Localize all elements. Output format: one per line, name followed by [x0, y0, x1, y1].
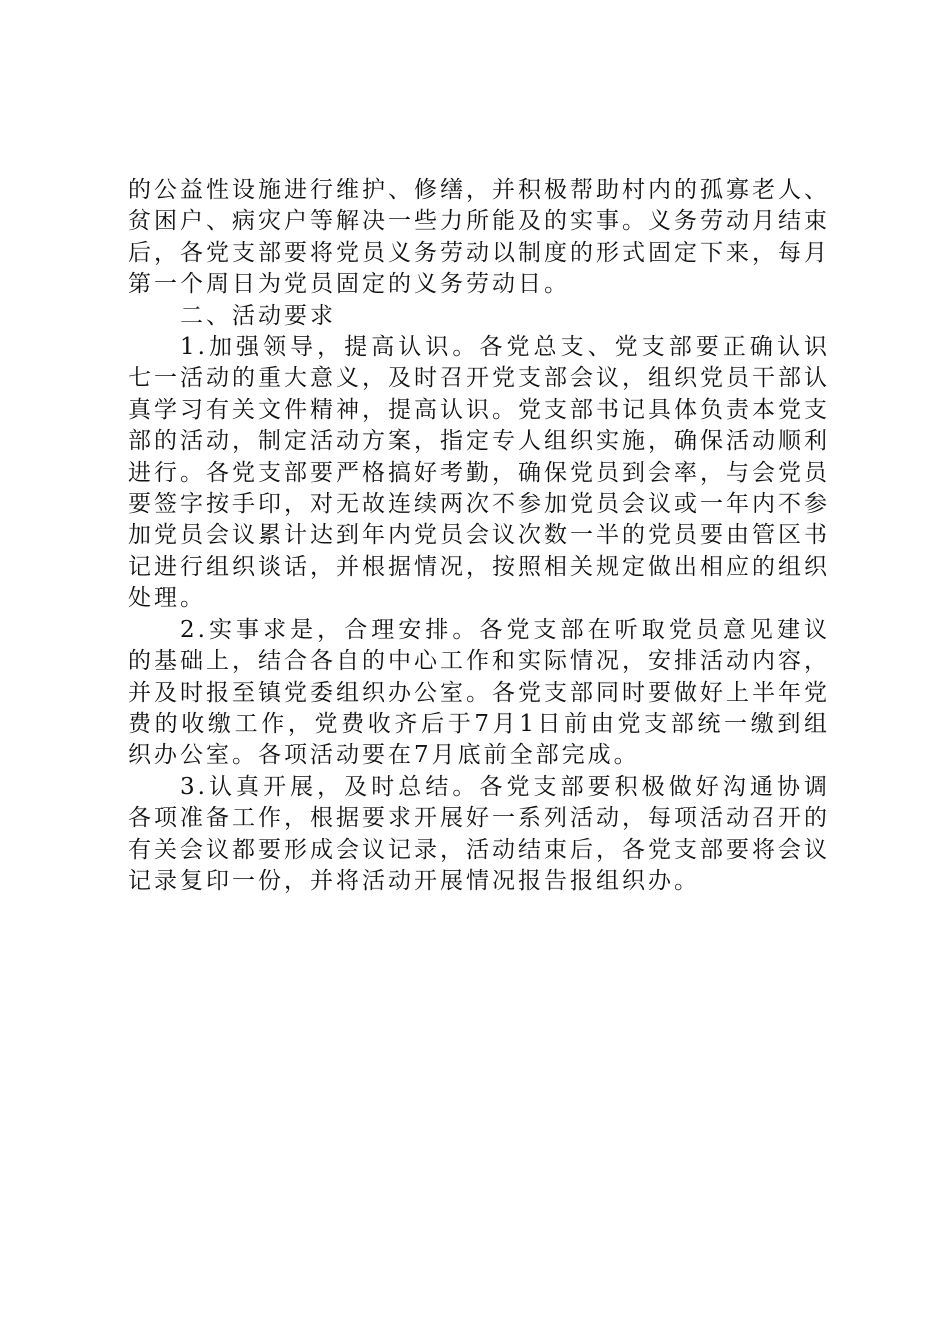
section-heading: 二、活动要求	[180, 302, 336, 329]
document-body	[128, 175, 830, 897]
paragraph-requirement-2: 2.实事求是，合理安排。各党支部在听取党员意见建议的基础上，结合各自的中心工作和实际情况，安排活动内容，并及时报至镇党委组织办公室。各党支部同时要做好上半年党费的收缴工作，党费收齐后于7月1日前由党支部统一缴到组织办公室。各项活动要在7月底前全部完成。	[128, 616, 830, 769]
paragraph-requirement-1: 1.加强领导，提高认识。各党总支、党支部要正确认识七一活动的重大意义，及时召开党支部会议，组织党员干部认真学习有关文件精神，提高认识。党支部书记具体负责本党支部的活动，制定活动方案，指定专人组织实施，确保活动顺利进行。各党支部要严格搞好考勤，确保党员到会率，与会党员要签字按手印，对无故连续两次不参加党员会议或一年内不参加党员会议累计达到年内党员会议次数一半的党员要由管区书记进行组织谈话，并根据情况，按照相关规定做出相应的组织处理。	[128, 334, 830, 612]
paragraph-requirement-3: 3.认真开展，及时总结。各党支部要积极做好沟通协调各项准备工作，根据要求开展好一系列活动，每项活动召开的有关会议都要形成会议记录，活动结束后，各党支部要将会议记录复印一份，并将活动开展情况报告报组织办。	[128, 773, 830, 894]
paragraph-continuation: 的公益性设施进行维护、修缮，并积极帮助村内的孤寡老人、贫困户、病灾户等解决一些力所能及的实事。义务劳动月结束后，各党支部要将党员义务劳动以制度的形式固定下来，每月第一个周日为党员固定的义务劳动日。	[128, 177, 830, 298]
